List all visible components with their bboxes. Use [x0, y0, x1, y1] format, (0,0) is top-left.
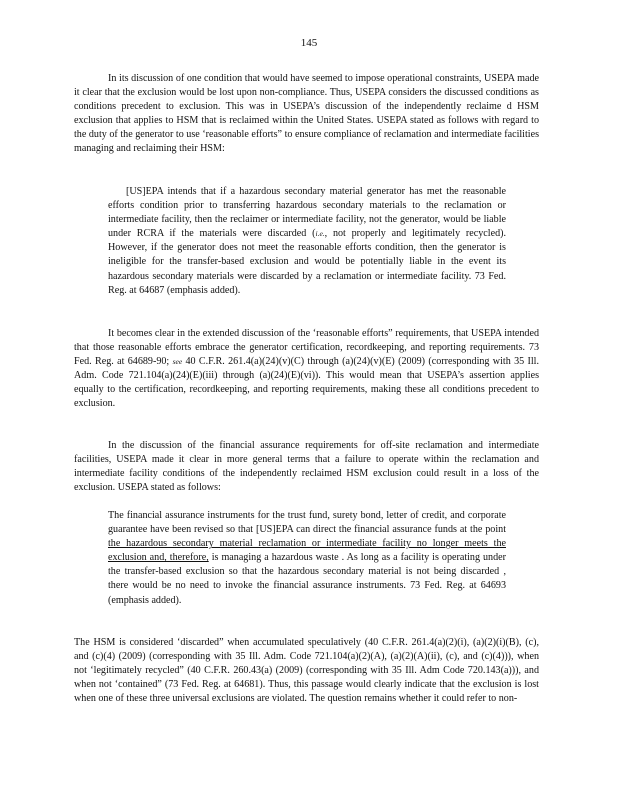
- quote-text-cont: is managing a hazardous waste . As long as a facility is operating under the transfer-based exclusion so that the hazardous secondary material is not being discarded , there would be no need to invoke the financial assurance instruments. 73 Fed. Reg. at 64693 (emphasis added).: [108, 552, 506, 606]
- paragraph-reasonable-efforts-intro: In its discussion of one condition that would have seemed to impose operational constraints, USEPA made it clear that the exclusion would be lost upon non-compliance. Thus, USEPA considers the discussed conditions as conditions precedent to exclusion. This was in USEPA’s discussion of the independently reclaime d HSM exclusion that applies to HSM that is reclaimed within the United States. USEPA stated as follows with regard to the duty of the generator to use ‘reasonable efforts” to ensure compliance of reclamation and intermediate facilities managing and reclaiming their HSM:: [74, 73, 539, 155]
- block-quote-financial-assurance: [108, 509, 506, 608]
- quote-ie: i.e.: [315, 229, 325, 239]
- page-number: 145: [300, 37, 318, 49]
- quote-underlined-text: the hazardous secondary material reclamation or intermediate facility no longer meets the exclusion and, therefore,: [108, 538, 506, 564]
- quote-text: The financial assurance instruments for the trust fund, surety bond, letter of credit, and corporate guarantee have been revised so that [US]EPA can direct the financial assurance funds at the point: [108, 510, 506, 536]
- paragraph-reasonable-efforts-requirements: [74, 327, 539, 412]
- paragraph-text-cont: 40 C.F.R. 261.4(a)(24)(v)(C) through (a)(24)(v)(E) (2009) (corresponding with 35 Ill. Adm. Code 721.104(a)(24)(E)(iii) through (a)(24)(E)(vi)). This would mean that USEPA’s assertion applies equally to the certification, recordkeeping, and reporting requirements, making these all conditions precedent to exclusion.: [74, 356, 540, 410]
- paragraph-text: It becomes clear in the extended discussion of the ‘reasonable efforts” requirements, that USEPA intended that those reasonable efforts embrace the generator certification, recordkeeping, and reporting requirements. 73 Fed. Reg. at 64689-90;: [74, 328, 539, 368]
- citation-see: see: [172, 357, 183, 367]
- block-quote-reasonable-efforts: [108, 185, 506, 298]
- quote-text-cont: , not properly and legitimately recycled). However, if the generator does not meet the reasonable efforts condition, then the generator is ineligible for the transfer-based exclusion and would be potentially liable in the event its hazardous secondary materials were discarded by a reclamation or intermediate facility. 73 Fed. Reg. at 64687 (emphasis added).: [108, 228, 506, 296]
- paragraph-hsm-discarded: The HSM is considered ‘discarded” when accumulated speculatively (40 C.F.R. 261.4(a)(2)(i), (a)(2)(i)(B), (c), and (c)(4) (2009) (corresponding with 35 Ill. Adm. Code 721.104(a)(2)(A), (a)(2)(A)(ii), (c), and (c)(4))), when not ‘legitimately recycled” (40 C.F.R. 260.43(a) (2009) (corresponding with 35 Ill. Adm Code 720.143(a))), and when not ‘contained” (73 Fed. Reg. at 64681). Thus, this passage would clearly indicate that the exclusion is lost when one of these three universal exclusions are violated. The question remains whether it could refer to non-: [74, 637, 539, 705]
- paragraph-financial-assurance: In the discussion of the financial assurance requirements for off-site reclamation and intermediate facilities, USEPA made it clear in more general terms that a failure to operate within the reclamation and intermediate facility conditions of the independently reclaimed HSM exclusion could result in a loss of the exclusion. USEPA stated as follows:: [74, 440, 539, 494]
- quote-text: [US]EPA intends that if a hazardous secondary material generator has met the reasonable efforts condition prior to transferring hazardous secondary materials to the reclamation or intermediate facility, then the reclaimer or intermediate facility, not the generator, would be liable under RCRA if the materials were discarded (: [108, 186, 506, 240]
